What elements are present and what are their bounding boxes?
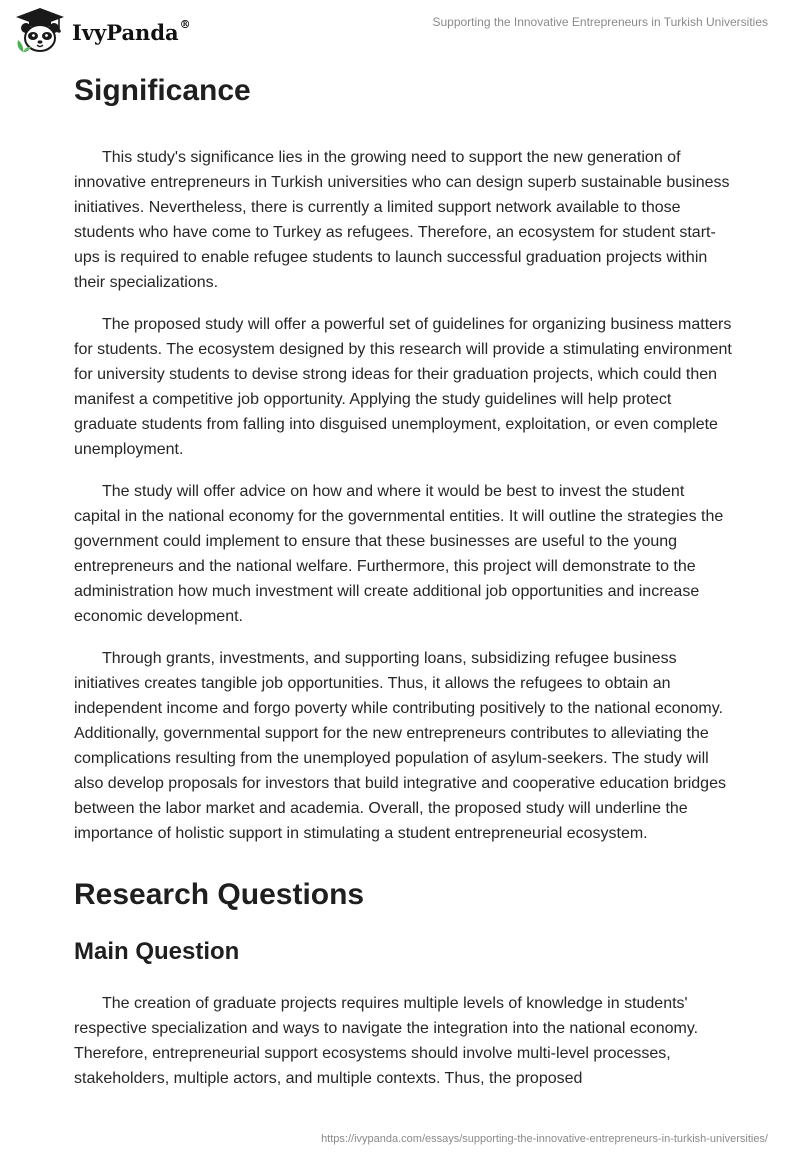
panda-graduate-icon — [14, 6, 66, 56]
paragraph: The creation of graduate projects requires multiple levels of knowledge in students' respective specialization and ways to navigate the integration into the national economy. Therefore, entrepreneurial support ecosystems should involve multi-level processes, stakeholders, multiple actors, and multiple contexts. Thus, the proposed — [74, 995, 699, 1087]
ivypanda-logo[interactable] — [14, 6, 191, 56]
paragraph: This study's significance lies in the growing need to support the new generation of innovative entrepreneurs in Turkish universities who can design superb sustainable business initiatives. Nevertheless, there is currently a limited support network available to those students who have come to Turkey as refugees. Therefore, an ecosystem for student start-ups is required to enable refugee students to launch successful graduation projects within their specializations. — [74, 149, 730, 291]
page-header — [0, 0, 800, 64]
paragraph: The proposed study will offer a powerful set of guidelines for organizing business matters for students. The ecosystem designed by this research will provide a stimulating environment for university students to devise strong ideas for their graduation projects, which could then manifest a competitive job opportunity. Applying the study guidelines will help protect graduate students from falling into disguised unemployment, exploitation, or even complete unemployment. — [74, 316, 732, 458]
source-url[interactable]: https://ivypanda.com/essays/supporting-the-innovative-entrepreneurs-in-turkish-universities/ — [321, 1133, 768, 1145]
document-title: Supporting the Innovative Entrepreneurs in Turkish Universities — [432, 15, 768, 29]
heading-main-question: Main Question — [74, 938, 240, 965]
paragraph: Through grants, investments, and supporting loans, subsidizing refugee business initiatives creates tangible job opportunities. Thus, it allows the refugees to obtain an independent income and forgo poverty while contributing positively to the national economy. Additionally, governmental support for the new entrepreneurs contributes to alleviating the complications resulting from the unemployed population of asylum-seekers. The study will also develop proposals for investors that build integrative and cooperative education bridges between the labor market and academia. Overall, the proposed study will underline the importance of holistic support in stimulating a student entrepreneurial ecosystem. — [74, 650, 726, 842]
paragraph: The study will offer advice on how and where it would be best to invest the student capital in the national economy for the governmental entities. It will outline the strategies the government could implement to ensure that these businesses are useful to the young entrepreneurs and the national welfare. Furthermore, this project will demonstrate to the administration how much investment will create additional job opportunities and increase economic development. — [74, 483, 724, 625]
heading-significance: Significance — [74, 74, 251, 107]
registered-mark: ® — [179, 17, 191, 31]
heading-research-questions: Research Questions — [74, 878, 365, 911]
essay-content — [74, 70, 734, 1091]
brand-name: IvyPanda® — [72, 17, 191, 45]
